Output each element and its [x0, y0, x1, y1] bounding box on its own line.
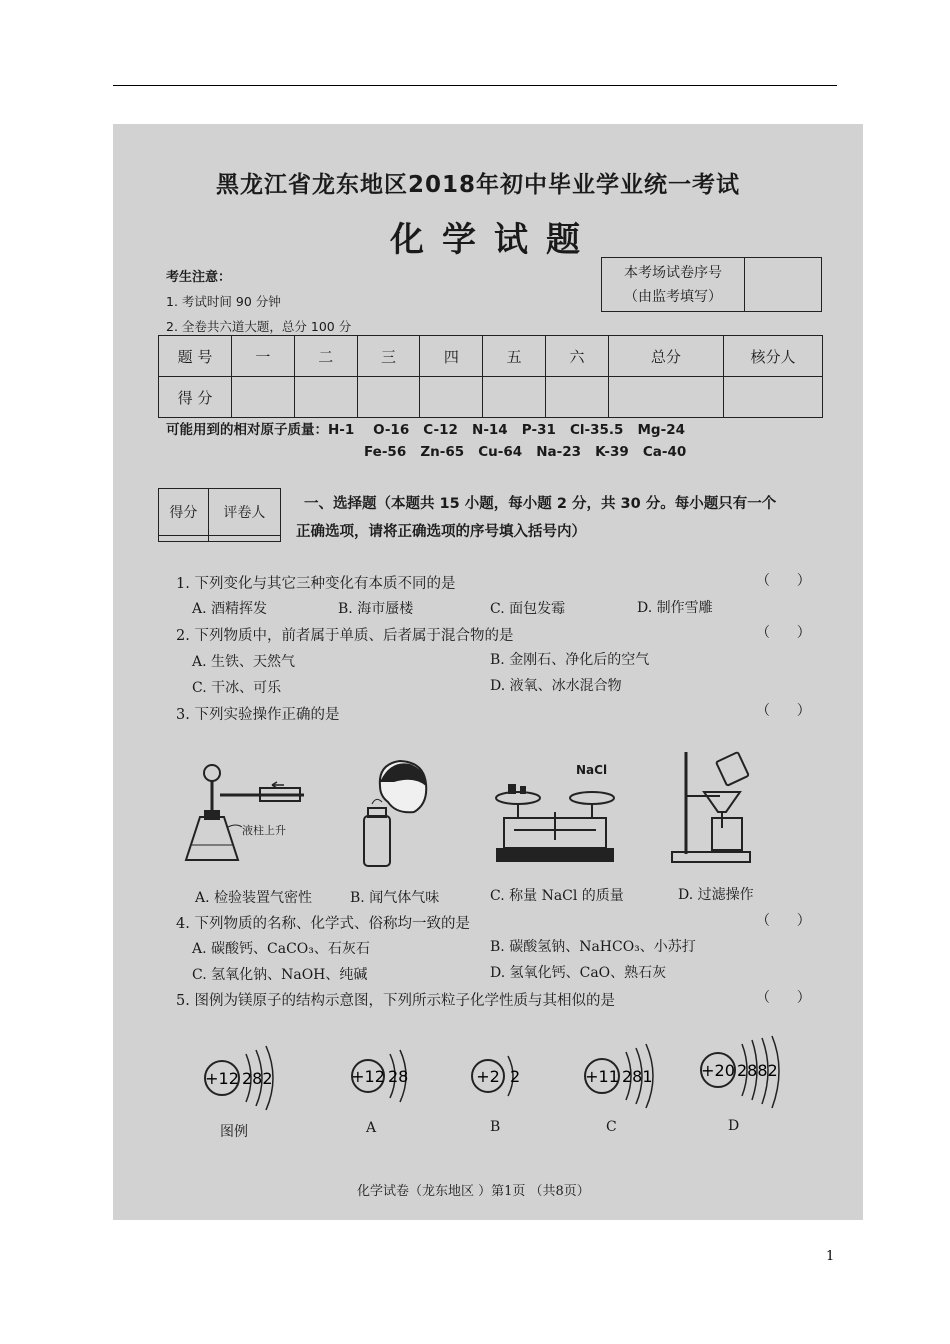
q2-option-d: D. 液氧、冰水混合物 — [490, 678, 622, 694]
page-number: 1 — [826, 1249, 835, 1264]
atom-caption-a: A — [366, 1120, 377, 1136]
seat-number-box — [601, 257, 822, 312]
score-row-label: 得 分 — [159, 377, 232, 418]
section1-heading: 一、选择题（本题共 15 小题，每小题 2 分，共 30 分。每小题只有一个 — [304, 496, 777, 512]
score-header-cell: 三 — [357, 336, 420, 377]
score-row — [159, 377, 823, 418]
section1-heading-cont: 正确选项，请将正确选项的序号填入括号内） — [296, 524, 586, 540]
seat-box-line1: 本考场试卷序号 — [624, 264, 722, 281]
answer-paren-1[interactable]: （ ） — [756, 573, 811, 589]
filtration-figure — [668, 748, 758, 868]
atom-caption-c: C — [606, 1119, 617, 1135]
score-table — [158, 335, 823, 418]
atomic-mass-label — [166, 418, 685, 438]
score-header-cell: 总分 — [608, 336, 723, 377]
atom-diagram-a — [348, 1040, 428, 1115]
question-5-stem: 5. 图例为镁原子的结构示意图，下列所示粒子化学性质与其相似的是 — [176, 993, 615, 1009]
score-cell[interactable] — [724, 377, 823, 418]
q3-option-d: D. 过滤操作 — [678, 887, 754, 903]
notice-item-2: 2. 全卷共六道大题，总分 100 分 — [166, 319, 352, 334]
score-cell[interactable] — [483, 377, 546, 418]
atom-shells: 2882 — [737, 1061, 778, 1080]
grader-name-label: 评卷人 — [208, 489, 280, 536]
score-header-cell: 一 — [232, 336, 295, 377]
score-header-cell: 四 — [420, 336, 483, 377]
exam-subtitle: 化学试题 — [390, 220, 598, 260]
notice-heading: 考生注意： — [166, 270, 232, 285]
atom-caption-b: B — [490, 1119, 501, 1135]
seat-box-value[interactable] — [745, 258, 822, 312]
grader-box — [158, 488, 281, 542]
q2-option-a: A. 生铁、天然气 — [192, 654, 296, 670]
answer-paren-2[interactable]: （ ） — [756, 625, 811, 641]
balance-figure — [494, 760, 616, 872]
score-cell[interactable] — [546, 377, 609, 418]
seat-box-line2: （由监考填写） — [624, 288, 722, 305]
score-header-cell: 核分人 — [724, 336, 823, 377]
question-2-stem: 2. 下列物质中，前者属于单质、后者属于混合物的是 — [176, 628, 514, 644]
q3-option-c: C. 称量 NaCl 的质量 — [490, 888, 624, 904]
question-4-stem: 4. 下列物质的名称、化学式、俗称均一致的是 — [176, 916, 470, 932]
atom-nucleus: +12 — [205, 1069, 239, 1088]
exam-footer: 化学试卷（龙东地区 ）第1页 （共8页） — [357, 1184, 590, 1199]
atom-nucleus: +20 — [701, 1061, 735, 1080]
grader-score-label: 得分 — [159, 489, 209, 536]
score-header-cell: 题 号 — [159, 336, 232, 377]
atom-shells: 282 — [242, 1069, 273, 1088]
score-header-cell: 二 — [294, 336, 357, 377]
score-cell[interactable] — [608, 377, 723, 418]
atom-diagram-b — [468, 1040, 538, 1115]
answer-paren-4[interactable]: （ ） — [756, 913, 811, 929]
q2-option-c: C. 干冰、可乐 — [192, 680, 282, 696]
atom-caption-example: 图例 — [220, 1124, 248, 1140]
smell-gas-figure — [350, 756, 435, 871]
atom-nucleus: +2 — [476, 1067, 500, 1086]
question-3-stem: 3. 下列实验操作正确的是 — [176, 707, 340, 723]
score-cell[interactable] — [232, 377, 295, 418]
score-cell[interactable] — [420, 377, 483, 418]
airtightness-check-figure — [180, 755, 320, 875]
atomic-mass-heading: 可能用到的相对原子质量： — [166, 422, 328, 438]
q1-option-a: A. 酒精挥发 — [192, 601, 268, 617]
seat-box-label — [602, 258, 745, 312]
q2-option-b: B. 金刚石、净化后的空气 — [490, 652, 650, 668]
nacl-label: NaCl — [576, 763, 608, 777]
q4-option-d: D. 氢氧化钙、CaO、熟石灰 — [490, 965, 667, 981]
grader-score-cell[interactable] — [159, 535, 209, 541]
grader-name-cell[interactable] — [208, 535, 280, 541]
atomic-mass-line1: H-1 O-16 C-12 N-14 P-31 Cl-35.5 Mg-24 — [328, 422, 685, 438]
question-1-stem: 1. 下列变化与其它三种变化有本质不同的是 — [176, 576, 456, 592]
score-header-row — [159, 336, 823, 377]
atom-diagram-example — [200, 1040, 290, 1115]
atom-diagram-c — [580, 1040, 670, 1115]
atom-shells: 281 — [622, 1067, 653, 1086]
q3-option-b: B. 闻气体气味 — [350, 890, 440, 906]
atom-nucleus: +11 — [585, 1067, 619, 1086]
q1-option-c: C. 面包发霉 — [490, 601, 566, 617]
atom-diagram-d — [696, 1034, 786, 1114]
header-rule — [113, 85, 837, 86]
atom-caption-d: D — [728, 1118, 740, 1134]
answer-paren-5[interactable]: （ ） — [756, 990, 811, 1006]
q3-option-a: A. 检验装置气密性 — [195, 890, 313, 906]
notice-item-1: 1. 考试时间 90 分钟 — [166, 294, 281, 309]
q4-option-b: B. 碳酸氢钠、NaHCO₃、小苏打 — [490, 939, 696, 955]
q4-option-a: A. 碳酸钙、CaCO₃、石灰石 — [192, 941, 370, 957]
atom-nucleus: +12 — [351, 1067, 385, 1086]
score-cell[interactable] — [294, 377, 357, 418]
score-header-cell: 五 — [483, 336, 546, 377]
liquid-rise-label: 液柱上升 — [242, 824, 286, 837]
atom-shells: 28 — [388, 1067, 409, 1086]
q1-option-d: D. 制作雪雕 — [637, 600, 713, 616]
q1-option-b: B. 海市蜃楼 — [338, 601, 414, 617]
atom-shells: 2 — [510, 1067, 521, 1086]
q4-option-c: C. 氢氧化钠、NaOH、纯碱 — [192, 967, 368, 983]
score-header-cell: 六 — [546, 336, 609, 377]
exam-title: 黑龙江省龙东地区2018年初中毕业学业统一考试 — [216, 172, 741, 198]
score-cell[interactable] — [357, 377, 420, 418]
atomic-mass-line2: Fe-56 Zn-65 Cu-64 Na-23 K-39 Ca-40 — [364, 444, 687, 460]
answer-paren-3[interactable]: （ ） — [756, 703, 811, 719]
